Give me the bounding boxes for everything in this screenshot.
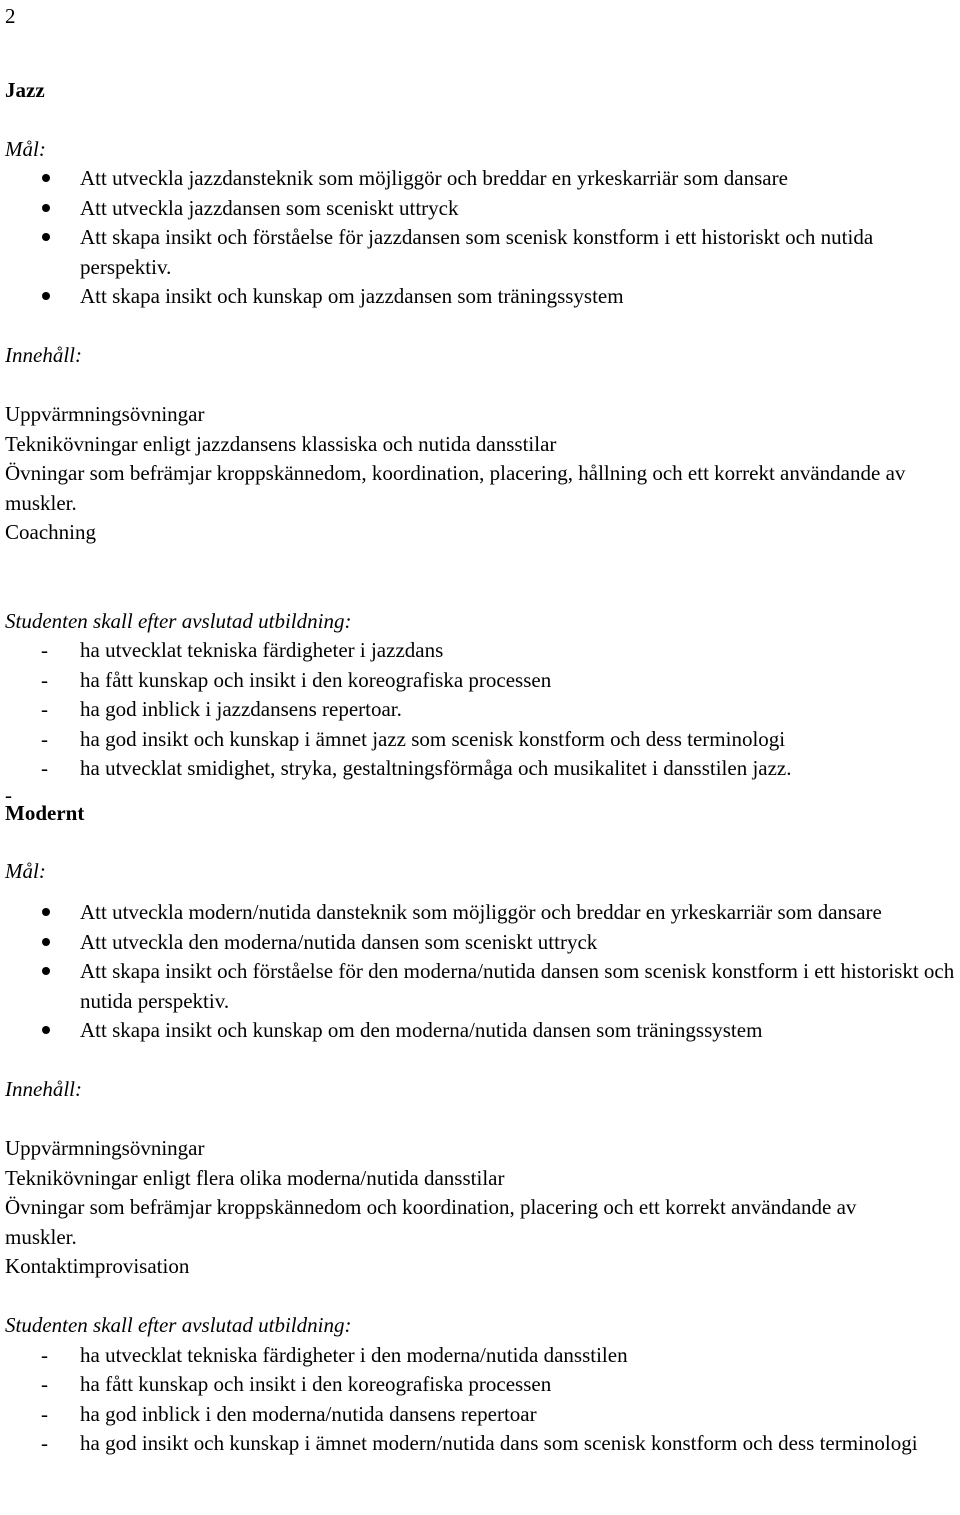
dash-marker: - bbox=[41, 756, 48, 780]
document-page bbox=[5, 0, 958, 1459]
list-item: - ha god insikt och kunskap i ämnet modern/nutida dans som scenisk konstform och dess terminologi bbox=[5, 1429, 958, 1459]
list-item: - ha god inblick i jazzdansens repertoar. bbox=[5, 695, 958, 725]
jazz-outcomes-label: Studenten skall efter avslutad utbildning: bbox=[5, 608, 352, 633]
jazz-content-block bbox=[5, 400, 958, 548]
content-line: Uppvärmningsövningar bbox=[5, 402, 205, 426]
list-item: - ha utvecklat tekniska färdigheter i jazzdans bbox=[5, 636, 958, 666]
bullet-icon bbox=[42, 204, 50, 212]
content-line: Kontaktimprovisation bbox=[5, 1254, 190, 1278]
section-title-jazz: Jazz bbox=[5, 77, 45, 102]
dash-marker: - bbox=[41, 697, 48, 721]
dash-marker: - bbox=[41, 1372, 48, 1396]
modern-outcomes-list bbox=[5, 1341, 958, 1459]
dash-marker: - bbox=[41, 667, 48, 692]
bullet-icon bbox=[42, 938, 50, 946]
bullet-icon bbox=[42, 1026, 50, 1034]
bullet-icon bbox=[42, 967, 50, 975]
content-line: Teknikövningar enligt flera olika moderna/nutida dansstilar bbox=[5, 1165, 505, 1190]
dash-marker: - bbox=[41, 1342, 48, 1367]
jazz-content-label: Innehåll: bbox=[5, 343, 82, 367]
list-item: Att utveckla jazzdansteknik som möjliggör och breddar en yrkeskarriär som dansare bbox=[5, 164, 958, 194]
content-line: Teknikövningar enligt jazzdansens klassiska och nutida dansstilar bbox=[5, 431, 557, 456]
dash-marker: - bbox=[41, 726, 48, 751]
list-item: - ha utvecklat smidighet, stryka, gestaltningsförmåga och musikalitet i dansstilen jazz. bbox=[5, 754, 958, 784]
modern-outcomes-label: Studenten skall efter avslutad utbildning: bbox=[5, 1313, 352, 1337]
page-number: 2 bbox=[5, 4, 16, 28]
content-line: Uppvärmningsövningar bbox=[5, 1136, 205, 1160]
modern-goals-label: Mål: bbox=[5, 858, 46, 883]
list-item: - ha fått kunskap och insikt i den koreografiska processen bbox=[5, 1370, 958, 1400]
modern-goals-list bbox=[5, 898, 958, 1046]
section-title-modernt: Modernt bbox=[5, 801, 85, 825]
content-line: Övningar som befrämjar kroppskännedom och koordination, placering och ett korrekt användande av muskler. bbox=[5, 1195, 857, 1249]
dash-marker: - bbox=[41, 1401, 48, 1426]
bullet-icon bbox=[42, 174, 50, 182]
content-line: Övningar som befrämjar kroppskännedom, koordination, placering, hållning och ett korrekt användande av muskler. bbox=[5, 461, 906, 515]
modern-content-label: Innehåll: bbox=[5, 1077, 82, 1101]
list-item: Att skapa insikt och förståelse för den moderna/nutida dansen som scenisk konstform i ett historiskt och nutida perspektiv. bbox=[5, 957, 958, 1016]
list-item: - ha fått kunskap och insikt i den koreografiska processen bbox=[5, 666, 958, 696]
bullet-icon bbox=[42, 292, 50, 300]
list-item: Att skapa insikt och förståelse för jazzdansen som scenisk konstform i ett historiskt och nutida perspektiv. bbox=[5, 223, 958, 282]
dash-marker: - bbox=[41, 638, 48, 662]
list-item: Att skapa insikt och kunskap om jazzdansen som träningssystem bbox=[5, 282, 958, 312]
dash-marker: - bbox=[41, 1431, 48, 1455]
list-item: Att skapa insikt och kunskap om den moderna/nutida dansen som träningssystem bbox=[5, 1016, 958, 1046]
list-item: Att utveckla jazzdansen som sceniskt uttryck bbox=[5, 194, 958, 224]
list-item: Att utveckla den moderna/nutida dansen som sceniskt uttryck bbox=[5, 928, 958, 958]
list-item: - ha god inblick i den moderna/nutida dansens repertoar bbox=[5, 1400, 958, 1430]
modern-content-block bbox=[5, 1134, 958, 1282]
list-item: Att utveckla modern/nutida dansteknik som möjliggör och breddar en yrkeskarriär som dansare bbox=[5, 898, 958, 928]
content-line: Coachning bbox=[5, 520, 96, 544]
bullet-icon bbox=[42, 908, 50, 916]
bullet-icon bbox=[42, 233, 50, 241]
jazz-goals-list bbox=[5, 164, 958, 312]
jazz-outcomes-list bbox=[5, 636, 958, 784]
jazz-goals-label: Mål: bbox=[5, 136, 46, 161]
list-item: - ha utvecklat tekniska färdigheter i den moderna/nutida dansstilen bbox=[5, 1341, 958, 1371]
list-item: - ha god insikt och kunskap i ämnet jazz som scenisk konstform och dess terminologi bbox=[5, 725, 958, 755]
empty-dash-marker: - bbox=[5, 782, 12, 807]
